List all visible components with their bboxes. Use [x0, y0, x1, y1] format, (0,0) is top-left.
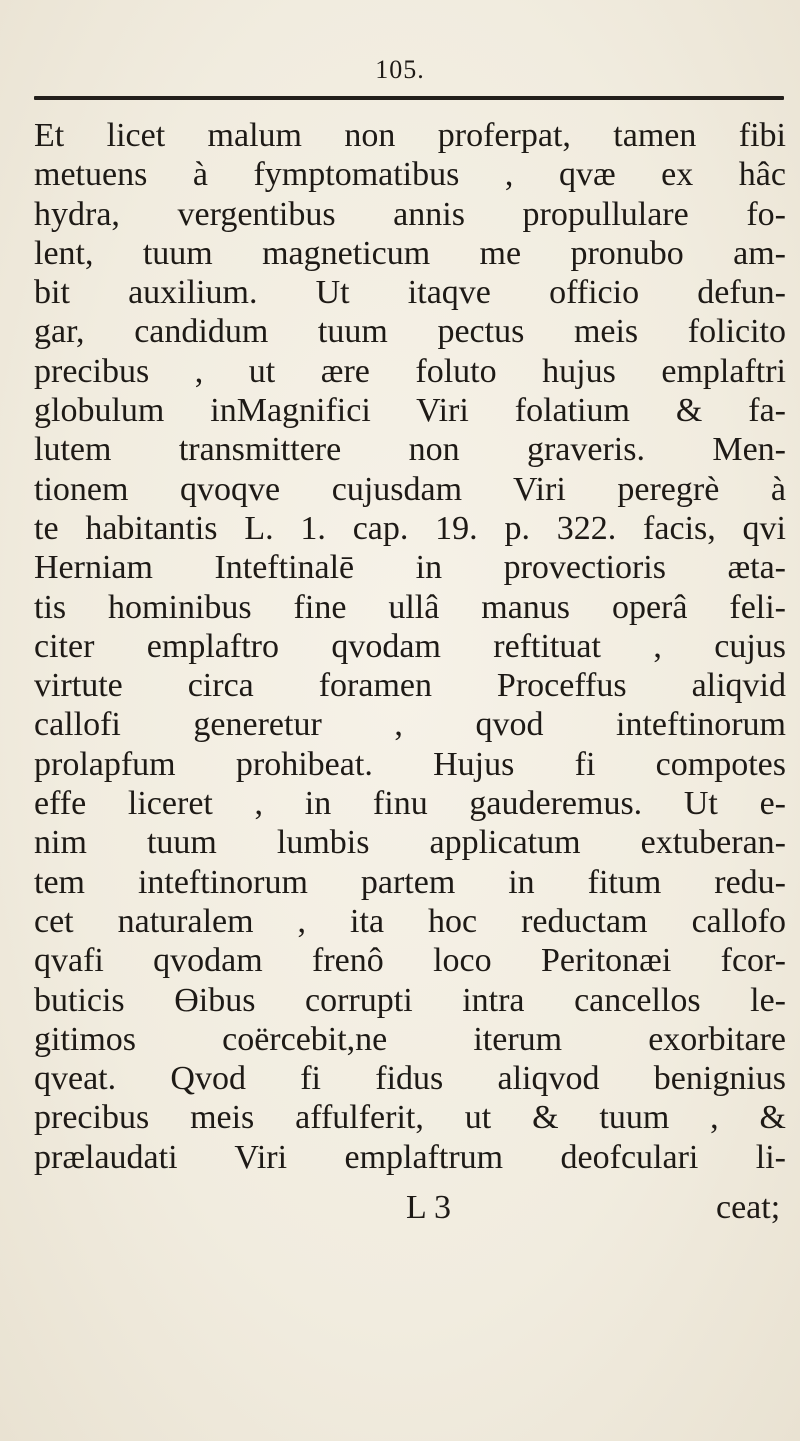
- text-line: te habitantis L. 1. cap. 19. p. 322. facis, qvi: [34, 509, 786, 547]
- text-line: metuens à fymptomatibus , qvæ ex hâc: [34, 156, 786, 194]
- text-line: citer emplaftro qvodam reftituat , cujus: [34, 627, 786, 665]
- text-line: cet naturalem , ita hoc reductam callofo: [34, 902, 786, 940]
- text-line: prolapfum prohibeat. Hujus fi compotes: [34, 745, 786, 783]
- signature-mark: L 3: [406, 1189, 452, 1226]
- text-line: effe liceret , in finu gauderemus. Ut e-: [34, 785, 786, 823]
- text-line: gar, candidum tuum pectus meis folicito: [34, 313, 786, 351]
- text-line: qvafi qvodam frenô loco Peritonæi fcor-: [34, 942, 786, 980]
- text-line: tis hominibus fine ullâ manus operâ feli-: [34, 588, 786, 626]
- text-line: lutem transmittere non graveris. Men-: [34, 431, 786, 469]
- text-line: tem inteftinorum partem in fitum redu-: [34, 863, 786, 901]
- header-rule: [34, 96, 784, 100]
- text-line: precibus , ut ære foluto hujus emplaftri: [34, 352, 786, 390]
- text-line: callofi generetur , qvod inteftinorum: [34, 706, 786, 744]
- text-line: hydra, vergentibus annis propullulare fo-: [34, 195, 786, 233]
- text-line: gitimos coërcebit,ne iterum exorbitare: [34, 1020, 786, 1058]
- text-line: bit auxilium. Ut itaqve officio defun-: [34, 274, 786, 312]
- text-line: tionem qvoqve cujusdam Viri peregrè à: [34, 470, 786, 508]
- text-line: qveat. Qvod fi fidus aliqvod benignius: [34, 1060, 786, 1098]
- text-line: nim tuum lumbis applicatum extuberan-: [34, 824, 786, 862]
- text-line: virtute circa foramen Proceffus aliqvid: [34, 667, 786, 705]
- text-line: globulum inMagnifici Viri folatium & fa-: [34, 392, 786, 430]
- text-line: precibus meis affulferit, ut & tuum , &: [34, 1099, 786, 1137]
- text-line: prælaudati Viri emplaftrum deofculari li-: [34, 1138, 786, 1176]
- catchword: ceat;: [716, 1189, 781, 1226]
- page-number: 105.: [375, 55, 425, 84]
- text-line: Et licet malum non proferpat, tamen fibi: [34, 117, 786, 154]
- text-line: buticis ϴibus corrupti intra cancellos le-: [34, 981, 786, 1019]
- text-line: Herniam Inteftinalē in provectioris æta-: [34, 549, 786, 587]
- text-line: lent, tuum magneticum me pronubo am-: [34, 234, 786, 272]
- body-text: [34, 116, 786, 1226]
